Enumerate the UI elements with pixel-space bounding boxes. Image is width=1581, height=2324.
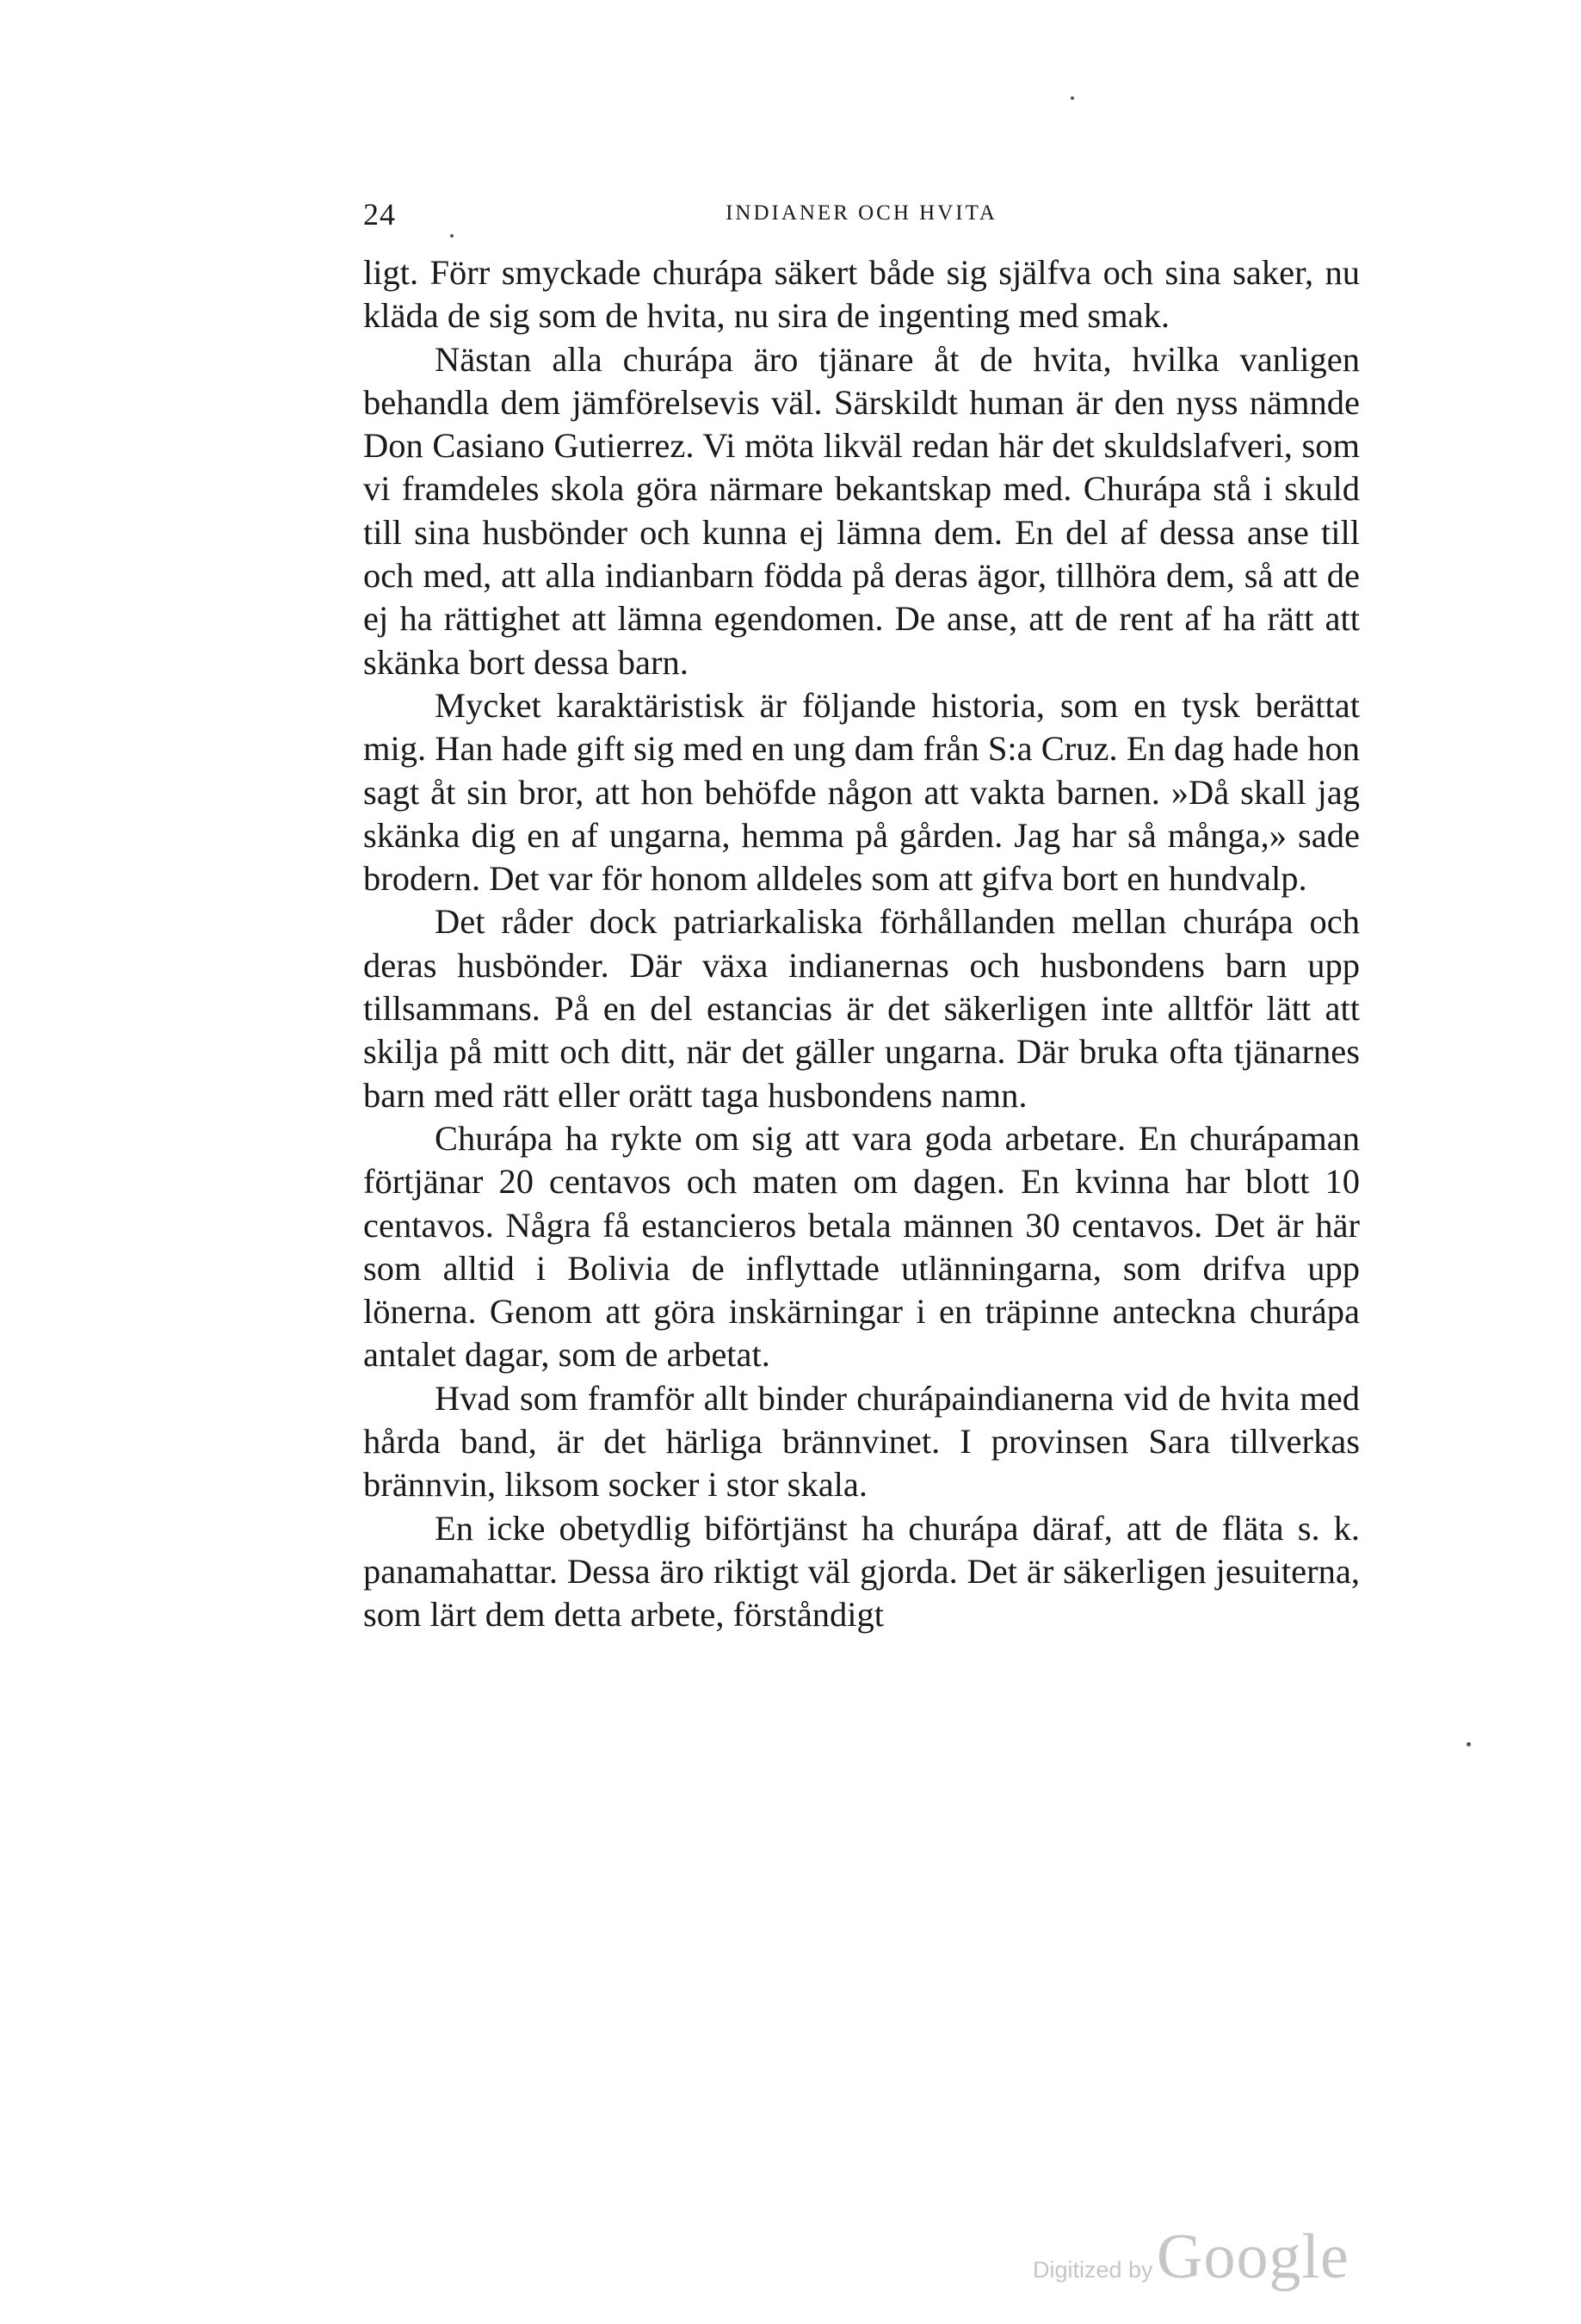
google-logo: Google bbox=[1157, 2222, 1349, 2292]
paragraph: Hvad som framför allt binder churápaindianerna vid de hvita med hårda band, är det härliga brännvinet. I provinsen Sara tillverkas brännvin, liksom socker i stor skala. bbox=[363, 1378, 1360, 1505]
body-text bbox=[363, 251, 1360, 1637]
scan-speck bbox=[1071, 96, 1074, 100]
paragraph: ligt. Förr smyckade churápa säkert både sig själfva och sina saker, nu kläda de sig som de hvita, nu sira de ingenting med smak. bbox=[363, 253, 1360, 336]
paragraph: Det råder dock patriarkaliska förhållanden mellan churápa och deras husbönder. Där växa indianernas och husbondens barn upp tillsammans. På en del estancias är det säkerligen inte alltför lätt att skilja på mitt och ditt, när det gäller ungarna. Där bruka ofta tjänarnes barn med rätt eller orätt taga husbondens namn. bbox=[363, 902, 1360, 1115]
paragraph: Nästan alla churápa äro tjänare åt de hvita, hvilka vanligen behandla dem jämförelsevis väl. Särskildt human är den nyss nämnde Don Casiano Gutierrez. Vi möta likväl redan här det skuldslafveri, som vi framdeles skola göra närmare bekantskap med. Churápa stå i skuld till sina husbönder och kunna ej lämna dem. En del af dessa anse till och med, att alla indianbarn födda på deras ägor, tillhöra dem, så att de ej ha rättighet att lämna egendomen. De anse, att de rent af ha rätt att skänka bort dessa barn. bbox=[363, 339, 1360, 682]
scan-speck bbox=[450, 234, 454, 238]
paragraph: Mycket karaktäristisk är följande historia, som en tysk berättat mig. Han hade gift sig med en ung dam från S:a Cruz. En dag hade hon sagt åt sin bror, att hon behöfde någon att vakta barnen. »Då skall jag skänka dig en af ungarna, hemma på gården. Jag har så många,» sade brodern. Det var för honom alldeles som att gifva bort en hundvalp. bbox=[363, 685, 1360, 899]
watermark-prefix: Digitized by bbox=[1033, 2257, 1153, 2283]
digitized-watermark bbox=[1033, 2221, 1349, 2294]
scan-speck bbox=[1467, 1742, 1471, 1746]
paragraph: En icke obetydlig biförtjänst ha churápa däraf, att de fläta s. k. panamahattar. Dessa äro riktigt väl gjorda. Det är säkerligen jesuiterna, som lärt dem detta arbete, förståndigt bbox=[363, 1508, 1360, 1635]
paragraph: Churápa ha rykte om sig att vara goda arbetare. En churápaman förtjänar 20 centavos och maten om dagen. En kvinna har blott 10 centavos. Några få estancieros betala männen 30 centavos. Det är här som alltid i Bolivia de inflyttade utlänningarna, som drifva upp lönerna. Genom att göra inskärningar i en träpinne anteckna churápa antalet dagar, som de arbetat. bbox=[363, 1118, 1360, 1375]
page-number: 24 bbox=[363, 197, 396, 232]
page-header bbox=[363, 196, 1360, 231]
running-head: INDIANER OCH HVITA bbox=[726, 201, 997, 225]
